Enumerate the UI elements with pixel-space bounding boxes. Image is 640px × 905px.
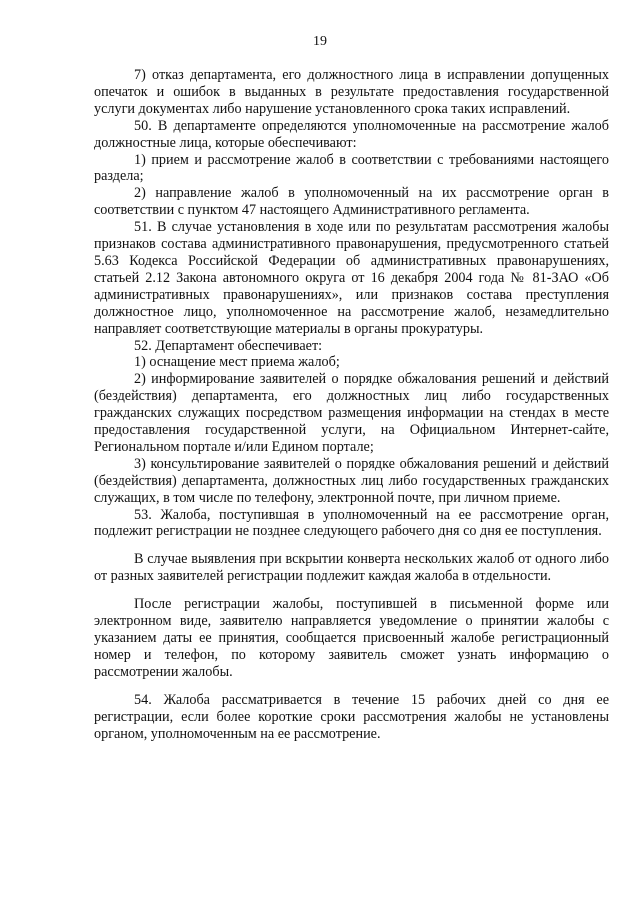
paragraph: 7) отказ департамента, его должностного лица в исправлении допущенных опечаток и ошибок в выданных в результате предоставления государственной услуги документах либо нарушение установленного срока таких исправлений. [94, 67, 609, 117]
paragraph: 2) информирование заявителей о порядке обжалования решений и действий (бездействия) департамента, его должностных лиц либо государственных гражданских служащих посредством размещения информации на стендах в месте предоставления государственной услуги, на Официальном Интернет-сайте, Региональном портале и/или Едином портале; [94, 371, 609, 455]
paragraph: 1) оснащение мест приема жалоб; [134, 354, 340, 371]
paragraph: В случае выявления при вскрытии конверта нескольких жалоб от одного либо от разных заявителей регистрации подлежит каждая жалоба в отдельности. [94, 551, 609, 585]
paragraph: 54. Жалоба рассматривается в течение 15 рабочих дней со дня ее регистрации, если более короткие сроки рассмотрения жалобы не установлены органом, уполномоченным на ее рассмотрение. [94, 691, 609, 742]
page-number: 19 [313, 34, 327, 49]
paragraph: 53. Жалоба, поступившая в уполномоченный на ее рассмотрение орган, подлежит регистрации не позднее следующего рабочего дня со дня ее поступления. [94, 506, 609, 540]
paragraph: 52. Департамент обеспечивает: [134, 337, 323, 354]
paragraph: 1) прием и рассмотрение жалоб в соответствии с требованиями настоящего раздела; [94, 151, 609, 185]
paragraph: 2) направление жалоб в уполномоченный на их рассмотрение орган в соответствии с пунктом 47 настоящего Административного регламента. [94, 185, 609, 219]
paragraph: 51. В случае установления в ходе или по результатам рассмотрения жалобы признаков состава административного правонарушения, предусмотренного статьей 5.63 Кодекса Российской Федерации об административных правонарушениях, статьей 2.12 Закона автономного округа от 16 декабря 2004 года № 81-ЗАО «Об административных правонарушениях», или признаков состава преступления должностное лицо, уполномоченное на рассмотрение жалоб, незамедлительно направляет соответствующие материалы в органы прокуратуры. [94, 219, 609, 337]
paragraph: 3) консультирование заявителей о порядке обжалования решений и действий (бездействия) департамента, должностных лиц либо государственных гражданских служащих, в том числе по телефону, электронной почте, при личном приеме. [94, 455, 609, 506]
paragraph: 50. В департаменте определяются уполномоченные на рассмотрение жалоб должностные лица, которые обеспечивают: [94, 117, 609, 151]
paragraph: После регистрации жалобы, поступившей в письменной форме или электронном виде, заявителю направляется уведомление о принятии жалобы с указанием даты ее принятия, сообщается присвоенный жалобе регистрационный номер и телефон, по которому заявитель сможет узнать информацию о рассмотрении жалобы. [94, 596, 609, 680]
document-body [94, 67, 609, 742]
